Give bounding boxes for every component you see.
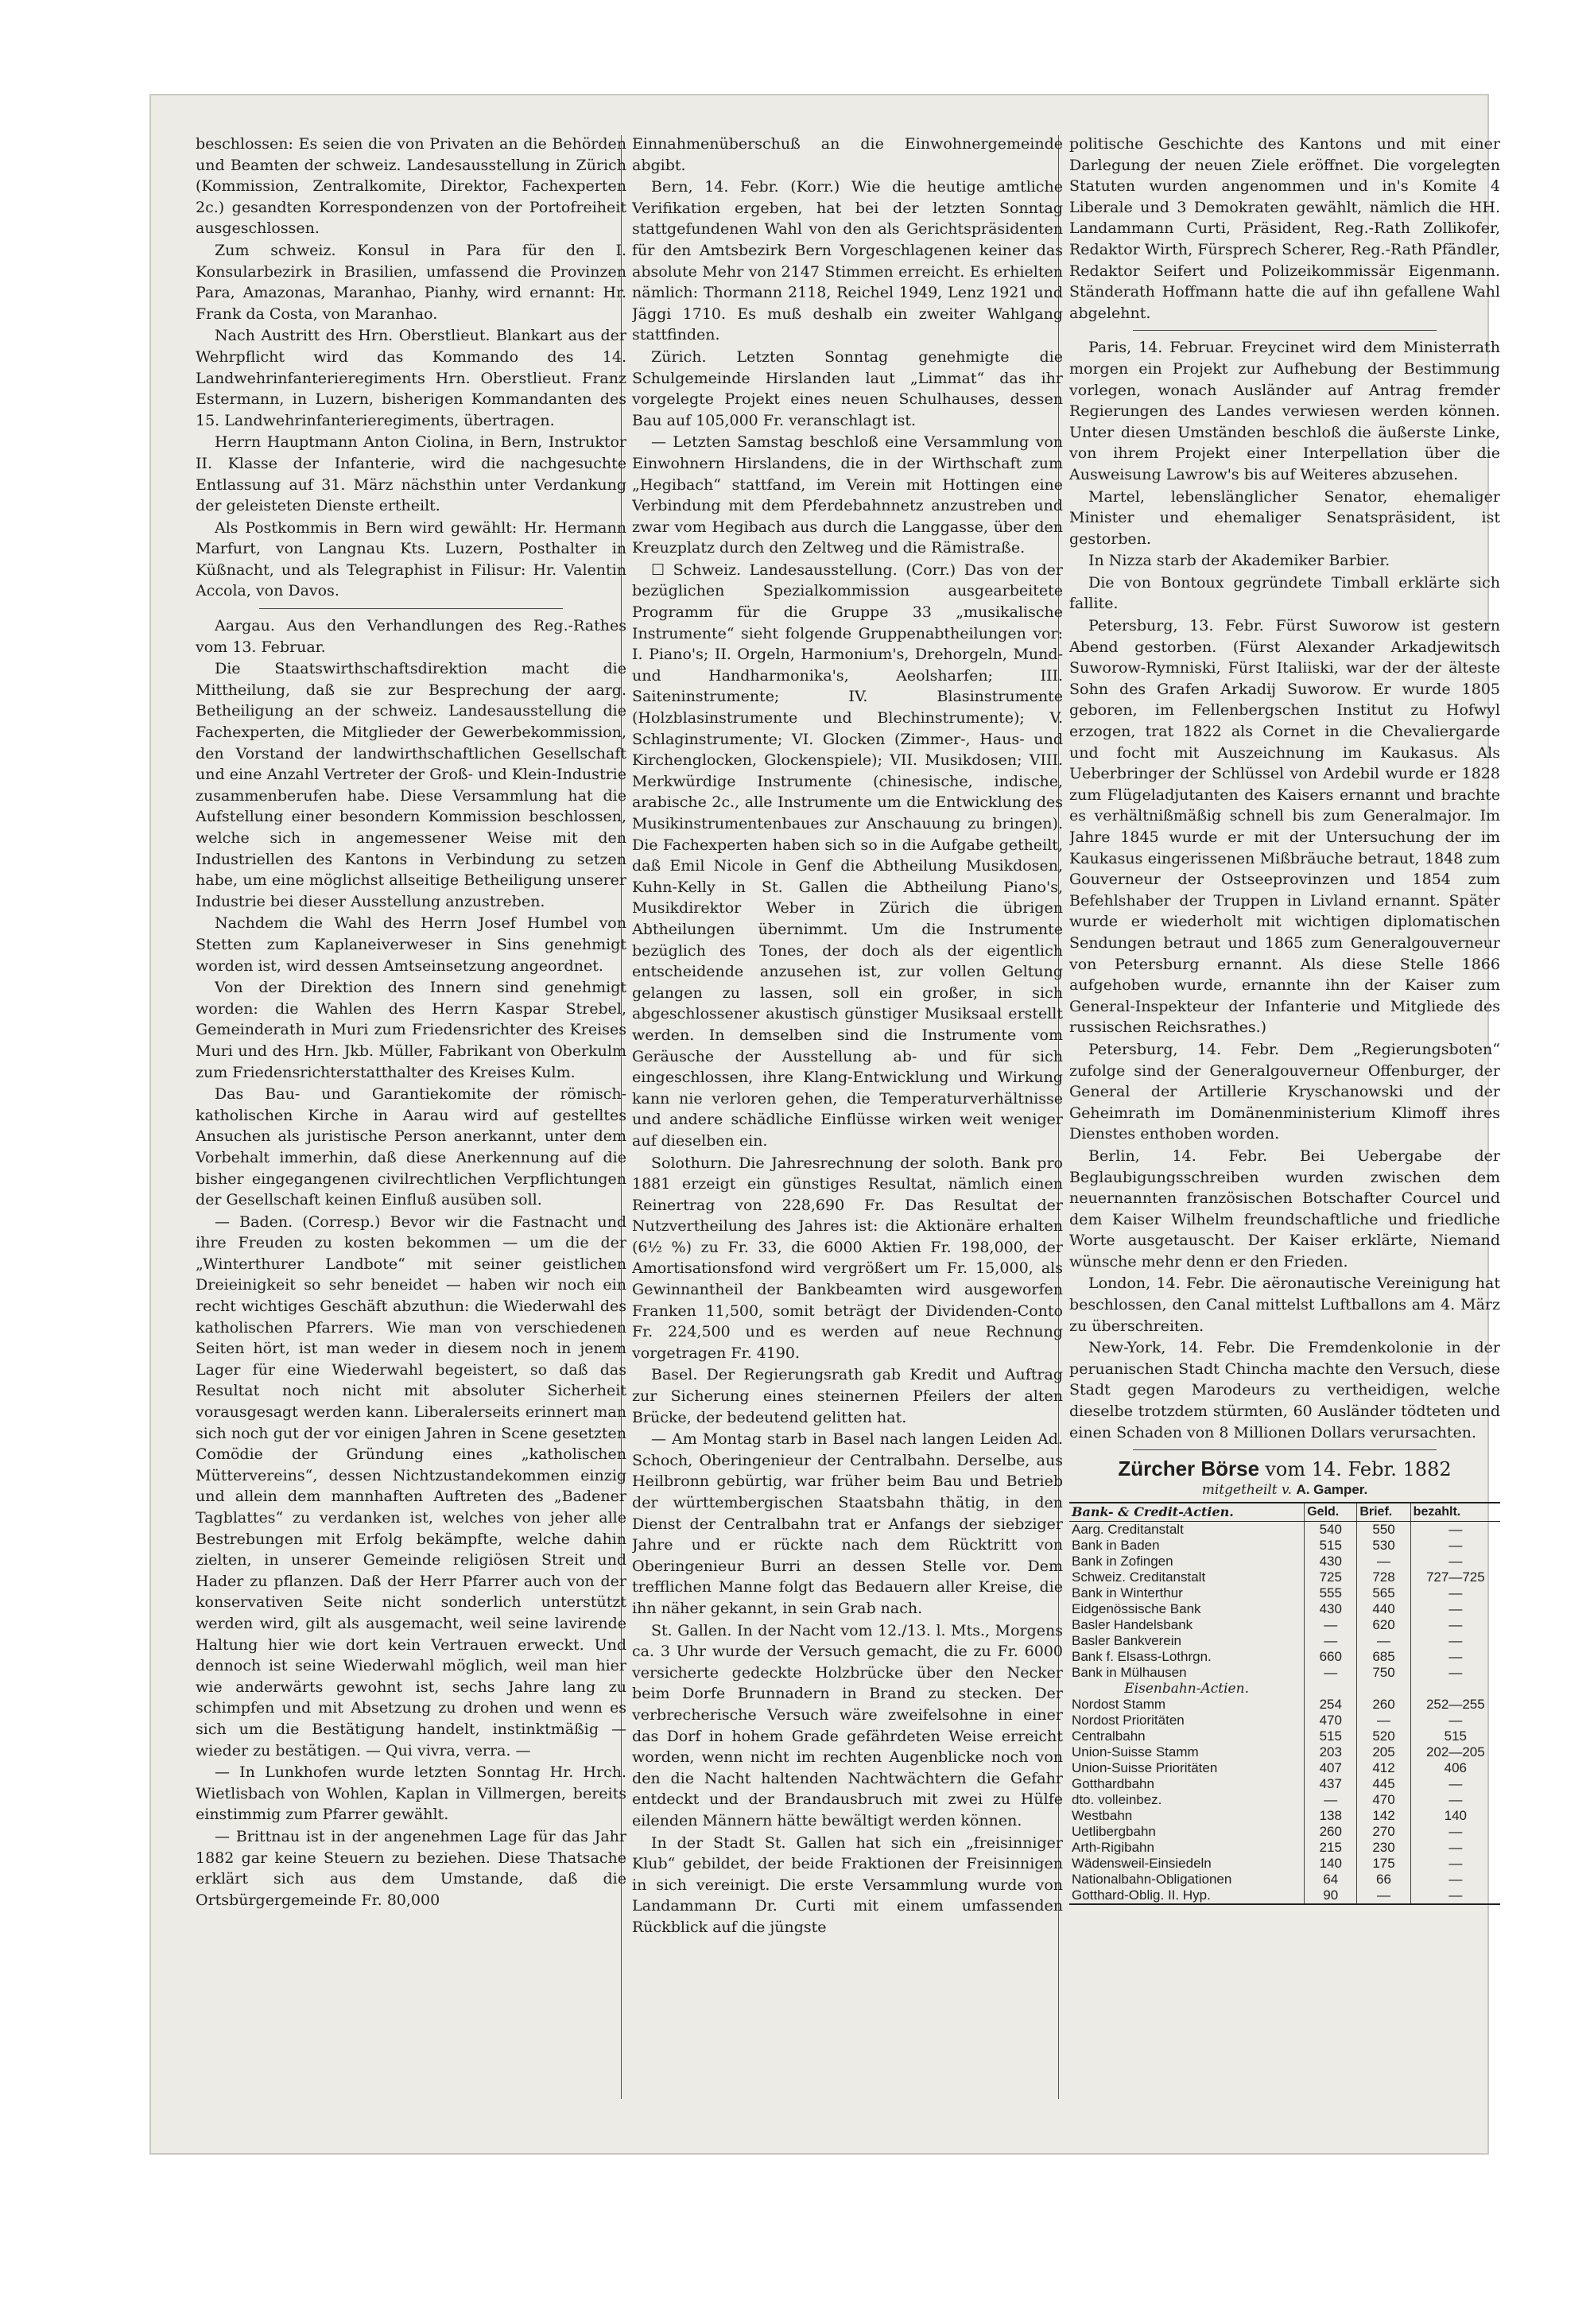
header-geld: Geld. <box>1305 1503 1357 1522</box>
cell-name: Union-Suisse Prioritäten <box>1072 1760 1218 1776</box>
cell-name: Bank in Zofingen <box>1072 1554 1173 1569</box>
table-row <box>1069 1728 1500 1744</box>
cell-name: Bank in Winterthur <box>1072 1585 1183 1601</box>
paragraph: — Am Montag starb in Basel nach langen Leiden Ad. Schoch, Oberingenieur der Centralbahn. Derselbe, aus Heilbronn gebürtig, war früher beim Bau und Betrieb der württembergischen Staatsbahn thätig, in den Dienst der Centralbahn trat er Anfangs der siebziger Jahre und er rückte nach dem Rücktritt von Oberingenieur Burri an dessen Stelle vor. Dem trefflichen Manne folgt das Bedauern aller Kreise, die ihn näher gekannt, in sein Grab nach. <box>632 1430 1063 1617</box>
cell-name: Basler Bankverein <box>1072 1633 1181 1649</box>
table-row <box>1069 1792 1500 1808</box>
cell-brief: 445 <box>1357 1776 1410 1792</box>
paragraph: St. Gallen. In der Nacht vom 12./13. l. Mts., Morgens ca. 3 Uhr wurde der Versuch gemacht, die zu Fr. 6000 versicherte gedeckte Holzbrücke über den Necker beim Dorfe Brunnadern in Brand zu stecken. Der verbrecherische Versuch wäre zweifelsohne in einer das Dorf in hohem Grade gefährdeten Weise erreicht worden, wenn nicht im rechten Augenblicke noch von den die Nacht haltenden Nachtwächtern die Gefahr entdeckt und der Brandausbruch mit zwei zu Hülfe eilenden Männern hätte bewältigt werden können. <box>632 1621 1063 1829</box>
cell-bezahlt: — <box>1410 1776 1500 1792</box>
cell-bezahlt: — <box>1410 1856 1500 1872</box>
cell-bezahlt: — <box>1410 1824 1500 1840</box>
cell-geld: — <box>1305 1617 1357 1633</box>
paragraph: Petersburg, 14. Febr. Dem „Regierungsboten“ zufolge sind der Generalgouverneur Offenburger, der General der Artillerie Kryschanowski und der Geheimrath im Domänenministerium Klimoff ihres Dienstes enthoben worden. <box>1069 1040 1500 1143</box>
paragraph: Nach Austritt des Hrn. Oberstlieut. Blankart aus der Wehrpflicht wird das Kommando des 14. Landwehrinfanterieregiments Hrn. Oberstlieut. Franz Estermann, in Luzern, bisherigen Kommandanten des 15. Landwehrinfanterieregiments, übertragen. <box>196 327 626 429</box>
cell-bezahlt: 406 <box>1410 1760 1500 1776</box>
cell-bezahlt: — <box>1410 1617 1500 1633</box>
cell-bezahlt: — <box>1410 1649 1500 1665</box>
cell-brief: 175 <box>1357 1856 1410 1872</box>
cell-brief: 530 <box>1357 1538 1410 1554</box>
cell-name: Nordost Stamm <box>1072 1697 1166 1713</box>
cell-geld: 430 <box>1305 1601 1357 1617</box>
paragraph: Die Staatswirthschaftsdirektion macht die Mittheilung, daß sie zur Besprechung der aarg. Betheiligung an der schweiz. Landesausstellung die Fachexperten, die Mitglieder der Gewerbekommission, den Vorstand der landwirthschaftlichen Gesellschaft und eine Anzahl Vertreter der Groß- und Klein-Industrie zusammenberufen habe. Diese Versammlung hat die Aufstellung einer besondern Kommission beschlossen, welche sich in angemessener Weise mit den Industriellen des Kantons in Verbindung zu setzen habe, um eine möglichst allseitige Betheiligung unserer Industrie bei dieser Ausstellung anzustreben. <box>196 660 626 910</box>
cell-brief: — <box>1357 1888 1410 1904</box>
paragraph: Paris, 14. Februar. Freycinet wird dem Ministerrath morgen ein Projekt zur Aufhebung der Bestimmung vorlegen, wonach Ausländer auf Antrag fremder Regierungen des Landes verwiesen werden können. Unter diesen Umständen beschloß die äußerste Linke, von ihrem Projekt einer Interpellation über die Ausweisung Lawrow's bis auf Weiteres abzusehen. <box>1069 339 1500 483</box>
column-middle <box>632 134 1063 2113</box>
cell-name: Bank f. Elsass-Lothrgn. <box>1072 1649 1212 1665</box>
cell-brief: — <box>1357 1633 1410 1649</box>
cell-brief: 142 <box>1357 1808 1410 1824</box>
cell-geld: — <box>1305 1792 1357 1808</box>
cell-geld: 437 <box>1305 1776 1357 1792</box>
cell-bezahlt: — <box>1410 1585 1500 1601</box>
paragraph: Das Bau- und Garantiekomite der römisch-katholischen Kirche in Aarau wird auf gestelltes Ansuchen als juristische Person anerkannt, unter dem Vorbehalt immerhin, daß diese Anerkennung auf die bisher eingegangenen civilrechtlichen Verpflichtungen der Gesellschaft keinen Einfluß ausüben soll. <box>196 1085 626 1209</box>
rail-header: Eisenbahn-Actien. <box>1124 1681 1249 1697</box>
cell-brief: 750 <box>1357 1665 1410 1681</box>
cell-bezahlt: — <box>1410 1522 1500 1538</box>
table-row <box>1069 1808 1500 1824</box>
cell-brief: — <box>1357 1554 1410 1569</box>
paragraph: Solothurn. Die Jahresrechnung der soloth. Bank pro 1881 erzeigt ein günstiges Resultat, nämlich einen Reinertrag von 228,690 Fr. Das Resultat der Nutzvertheilung des Jahres ist: die Aktionäre erhalten (6½ %) zu Fr. 33, die 6000 Aktien Fr. 198,000, der Amortisationsfond wird vergrößert um Fr. 15,000, als Gewinnantheil der Bankbeamten wird ausgeworfen Franken 11,500, somit beträgt der Dividenden-Conto Fr. 224,500 und es werden auf neue Rechnung vorgetragen Fr. 4190. <box>632 1154 1063 1362</box>
cell-geld: — <box>1305 1665 1357 1681</box>
cell-brief: 565 <box>1357 1585 1410 1601</box>
paragraph: — Letzten Samstag beschloß eine Versammlung von Einwohnern Hirslandens, die in der Wirthschaft zum „Hegibach“ stattfand, im Verein mit Hottingen eine Verbindung mit dem Pferdebahnnetz anzustreben und zwar vom Hegibach aus durch die Langgasse, über den Kreuzplatz durch den Zeltweg und die Rämistraße. <box>632 433 1063 557</box>
cell-bezahlt: 202—205 <box>1410 1744 1500 1760</box>
table-row <box>1069 1617 1500 1633</box>
cell-name: dto. volleinbez. <box>1072 1792 1162 1808</box>
header-brief: Brief. <box>1357 1503 1410 1522</box>
paragraph: beschlossen: Es seien die von Privaten an die Behörden und Beamten der schweiz. Landesausstellung in Zürich (Kommission, Zentralkomite, Direktor, Fachexperten 2c.) gesandten Korrespondenzen von der Portofreiheit ausgeschlossen. <box>196 135 626 238</box>
cell-brief: 620 <box>1357 1617 1410 1633</box>
cell-geld: — <box>1305 1633 1357 1649</box>
cell-bezahlt: — <box>1410 1538 1500 1554</box>
table-row <box>1069 1665 1500 1681</box>
paragraph: Nachdem die Wahl des Herrn Josef Humbel von Stetten zum Kaplaneiverweser in Sins genehmigt worden ist, wird dessen Amtseinsetzung angeordnet. <box>196 914 626 975</box>
cell-bezahlt: — <box>1410 1665 1500 1681</box>
table-row <box>1069 1872 1500 1888</box>
header-bezahlt: bezahlt. <box>1410 1503 1500 1522</box>
cell-geld: 260 <box>1305 1824 1357 1840</box>
cell-bezahlt: — <box>1410 1872 1500 1888</box>
table-row <box>1069 1601 1500 1617</box>
cell-name: Bank in Baden <box>1072 1538 1160 1554</box>
column-right <box>1069 134 1500 2137</box>
cell-geld: 555 <box>1305 1585 1357 1601</box>
cell-geld: 203 <box>1305 1744 1357 1760</box>
table-row <box>1069 1744 1500 1760</box>
paragraph: — In Lunkhofen wurde letzten Sonntag Hr. Hrch. Wietlisbach von Wohlen, Kaplan in Villmergen, bereits einstimmig zum Pfarrer gewählt. <box>196 1763 626 1824</box>
cell-bezahlt: — <box>1410 1888 1500 1904</box>
cell-bezahlt: — <box>1410 1713 1500 1728</box>
table-row <box>1069 1649 1500 1665</box>
cell-brief: 205 <box>1357 1744 1410 1760</box>
cell-name: Wädensweil-Einsiedeln <box>1072 1856 1212 1872</box>
table-row <box>1069 1585 1500 1601</box>
table-row <box>1069 1569 1500 1585</box>
table-row <box>1069 1888 1500 1904</box>
paragraph: Petersburg, 13. Febr. Fürst Suworow ist gestern Abend gestorben. (Fürst Alexander Arkadjewitsch Suworow-Rymniski, Fürst Italiiski, war der der älteste Sohn des Grafen Arkadij Suworow. Er wurde 1805 geboren, im Fellenbergschen Institut zu Hofwyl erzogen, trat 1822 als Cornet in die Chevaliergarde und focht mit Auszeichnung im Kaukasus. Als Ueberbringer der Schlüssel von Ardebil wurde er 1828 zum Flügeladjutanten des Kaisers ernannt und brachte es verhältnißmäßig schnell bis zum Generalmajor. Im Jahre 1845 wurde er mit der Untersuchung der im Kaukasus eingerissenen Mißbräuche betraut, 1848 zum Gouverneur der Ostseeprovinzen und 1854 zum Befehlshaber der Truppen in Livland ernannt. Später wurde er wiederholt mit wichtigen diplomatischen Sendungen betraut und 1865 zum Generalgouverneur von Petersburg ernannt. Als diese Stelle 1866 aufgehoben wurde, ernannte ihn der Kaiser zum General-Inspekteur der Infanterie und Mitgliede des russischen Reichsrathes.) <box>1069 617 1500 1037</box>
cell-geld: 215 <box>1305 1840 1357 1856</box>
cell-brief: 470 <box>1357 1792 1410 1808</box>
boerse-title-text: Zürcher Börse <box>1118 1457 1260 1481</box>
cell-geld: 90 <box>1305 1888 1357 1904</box>
cell-name: Bank in Mülhausen <box>1072 1665 1187 1681</box>
cell-name: Nationalbahn-Obligationen <box>1072 1872 1232 1888</box>
cell-brief: 440 <box>1357 1601 1410 1617</box>
table-row <box>1069 1713 1500 1728</box>
cell-bezahlt: — <box>1410 1554 1500 1569</box>
cell-brief: 550 <box>1357 1522 1410 1538</box>
cell-name: Uetlibergbahn <box>1072 1824 1156 1840</box>
cell-name: Nordost Prioritäten <box>1072 1713 1185 1728</box>
cell-name: Union-Suisse Stamm <box>1072 1744 1199 1760</box>
cell-bezahlt: 727—725 <box>1410 1569 1500 1585</box>
bank-rows <box>1069 1522 1500 1682</box>
table-header-row <box>1069 1503 1500 1522</box>
paragraph: Herrn Hauptmann Anton Ciolina, in Bern, Instruktor II. Klasse der Infanterie, wird die nachgesuchte Entlassung auf 31. März nächsthin unter Verdankung der geleisteten Dienste ertheilt. <box>196 433 626 515</box>
cell-geld: 470 <box>1305 1713 1357 1728</box>
section-divider <box>1133 330 1437 331</box>
paragraph: Die von Bontoux gegründete Timball erklärte sich fallite. <box>1069 573 1500 613</box>
cell-geld: 725 <box>1305 1569 1357 1585</box>
cell-name: Aarg. Creditanstalt <box>1072 1522 1184 1538</box>
table-row <box>1069 1554 1500 1569</box>
cell-geld: 407 <box>1305 1760 1357 1776</box>
table-row <box>1069 1840 1500 1856</box>
section-divider <box>1133 1449 1437 1450</box>
cell-brief: 685 <box>1357 1649 1410 1665</box>
cell-brief: 728 <box>1357 1569 1410 1585</box>
table-row <box>1069 1760 1500 1776</box>
cell-brief: 412 <box>1357 1760 1410 1776</box>
paragraph: Einnahmenüberschuß an die Einwohnergemeinde abgibt. <box>632 135 1063 174</box>
paragraph: politische Geschichte des Kantons und mit einer Darlegung der neuen Ziele eröffnet. Die vorgelegten Statuten wurden angenommen und in's Komite 4 Liberale und 3 Demokraten gewählt, nämlich die HH. Landammann Curti, Präsident, Reg.-Rath Zollikofer, Redaktor Wirth, Fürsprech Scherer, Reg.-Rath Pfändler, Redaktor Seifert und Polizeikommissär Eigenmann. Ständerath Hoffmann hatte die auf ihn gefallene Wahl abgelehnt. <box>1069 135 1500 322</box>
paragraph: — Brittnau ist in der angenehmen Lage für das Jahr 1882 gar keine Steuern zu beziehen. Diese Thatsache erklärt sich aus dem Umstande, daß die Ortsbürgergemeinde Fr. 80,000 <box>196 1827 626 1909</box>
paragraph: Von der Direktion des Innern sind genehmigt worden: die Wahlen des Herrn Kaspar Strebel, Gemeinderath in Muri zum Friedensrichter des Kreises Muri und des Hrn. Jkb. Müller, Fabrikant von Oberkulm zum Friedensrichterstatthalter des Kreises Kulm. <box>196 979 626 1081</box>
paragraph: Als Postkommis in Bern wird gewählt: Hr. Hermann Marfurt, von Langnau Kts. Luzern, Posthalter in Küßnacht, und als Telegraphist in Filisur: Hr. Valentin Accola, von Davos. <box>196 518 626 600</box>
cell-brief: 230 <box>1357 1840 1410 1856</box>
table-row <box>1069 1776 1500 1792</box>
cell-brief: 66 <box>1357 1872 1410 1888</box>
boerse-subtitle <box>1069 1481 1500 1499</box>
cell-geld: 430 <box>1305 1554 1357 1569</box>
cell-bezahlt: — <box>1410 1633 1500 1649</box>
paragraph: In Nizza starb der Akademiker Barbier. <box>1088 552 1390 570</box>
column-left <box>196 134 626 2153</box>
cell-name: Centralbahn <box>1072 1728 1146 1744</box>
cell-name: Schweiz. Creditanstalt <box>1072 1569 1206 1585</box>
table-row <box>1069 1824 1500 1840</box>
boerse-title <box>1069 1457 1500 1481</box>
cell-geld: 138 <box>1305 1808 1357 1824</box>
paragraph: In der Stadt St. Gallen hat sich ein „freisinniger Klub“ gebildet, der beide Fraktionen der Freisinnigen in sich vereinigt. Die erste Versammlung wurde von Landammann Dr. Curti mit einem umfassenden Rückblick auf die jüngste <box>632 1833 1063 1936</box>
cell-bezahlt: 140 <box>1410 1808 1500 1824</box>
table-row <box>1069 1633 1500 1649</box>
table-row <box>1069 1522 1500 1538</box>
paragraph: Bern, 14. Febr. (Korr.) Wie die heutige amtliche Verifikation ergeben, hat bei der letzten Sonntag stattgefundenen Wahl von den als Gerichtspräsidenten für den Amtsbezirk Bern Vorgeschlagenen keiner das absolute Mehr von 2147 Stimmen erreicht. Es erhielten nämlich: Thormann 2118, Reichel 1949, Lenz 1921 und Jäggi 1710. Es muß deshalb ein zweiter Wahlgang stattfinden. <box>632 178 1063 344</box>
cell-geld: 140 <box>1305 1856 1357 1872</box>
cell-geld: 254 <box>1305 1697 1357 1713</box>
section-heading-aargau: Aargau. Aus den Verhandlungen des Reg.-Rathes vom 13. Februar. <box>196 617 626 656</box>
paragraph: Zürich. Letzten Sonntag genehmigte die Schulgemeinde Hirslanden laut „Limmat“ das ihr vorgelegte Projekt eines neuen Schulhauses, dessen Bau auf 105,000 Fr. veranschlagt ist. <box>632 347 1063 429</box>
cell-brief: 270 <box>1357 1824 1410 1840</box>
paragraph: Zum schweiz. Konsul in Para für den I. Konsularbezirk in Brasilien, umfassend die Provinzen Para, Amazonas, Maranhao, Pianhy, wird ernannt: Hr. Frank da Costa, von Maranhao. <box>196 241 626 323</box>
boerse-subtitle-name: A. Gamper. <box>1296 1482 1368 1498</box>
cell-brief: 260 <box>1357 1697 1410 1713</box>
cell-name: Eidgenössische Bank <box>1072 1601 1201 1617</box>
paragraph: London, 14. Febr. Die aëronautische Vereinigung hat beschlossen, den Canal mittelst Luftballons am 4. März zu überschreiten. <box>1069 1275 1500 1335</box>
cell-name: Gotthardbahn <box>1072 1776 1154 1792</box>
cell-geld: 64 <box>1305 1872 1357 1888</box>
table-row <box>1069 1856 1500 1872</box>
cell-name: Basler Handelsbank <box>1072 1617 1193 1633</box>
paragraph: — Baden. (Corresp.) Bevor wir die Fastnacht und ihre Freuden zu kosten bekommen — um die der „Winterthurer Landbote“ mit seiner geistlichen Dreieinigkeit so sehr beneidet — haben wir noch ein recht wichtiges Geschäft abzuthun: die Wiederwahl des katholischen Pfarrers. Wie man von verschiedenen Seiten hört, ist man weder in diesem noch in jenem Lager für eine Wiederwahl begeistert, so daß das Resultat noch nicht mit absoluter Sicherheit vorausgesagt werden kann. Liberalerseits erinnert man sich noch gut der vor einigen Jahren in Scene gesetzten Comödie der Gründung eines „katholischen Müttervereins“, dessen Nichtzustandekommen einzig und allein dem mannhaften Auftreten des „Badener Tagblattes“ zu verdanken ist, welches von jeher alle Bestrebungen mit Erfolg bekämpfte, welche dahin zielten, in unserer Gemeinde religiösen Streit und Hader zu pflanzen. Daß der Herr Pfarrer auch von der konservativen Seite nicht sonderlich unterstützt werden wird, gilt als ausgemacht, weil seine lavirende Haltung hier wie dort kein Vertrauen erweckt. Und dennoch ist seine Wiederwahl möglich, weil man hier wie anderwärts gewohnt ist, sechs Jahre lang zu schimpfen und mit Absetzung zu drohen und wenn es sich um die Bestätigung handelt, instinktmäßig — wieder zu bestätigen. — Qui vivra, verra. — <box>196 1212 626 1759</box>
boerse-date: vom 14. Febr. 1882 <box>1265 1458 1452 1481</box>
cell-name: Gotthard-Oblig. II. Hyp. <box>1069 1888 1305 1904</box>
section-divider <box>259 608 563 609</box>
cell-geld: 660 <box>1305 1649 1357 1665</box>
header-name: Bank- & Credit-Actien. <box>1069 1503 1305 1522</box>
paragraph: New-York, 14. Febr. Die Fremdenkolonie in der peruanischen Stadt Chincha machte den Versuch, diese Stadt gegen Marodeurs zu vertheidigen, welche dieselbe trotzdem stürmten, 60 Ausländer tödteten und einen Schaden von 8 Millionen Dollars verursachten. <box>1069 1339 1500 1441</box>
table-row <box>1069 1538 1500 1554</box>
stock-exchange-table-block <box>1069 1457 1500 1905</box>
cell-name: Westbahn <box>1072 1808 1133 1824</box>
cell-bezahlt: — <box>1410 1601 1500 1617</box>
cell-name: Arth-Rigibahn <box>1072 1840 1154 1856</box>
cell-geld: 515 <box>1305 1728 1357 1744</box>
cell-brief: — <box>1357 1713 1410 1728</box>
paragraph: Basel. Der Regierungsrath gab Kredit und Auftrag zur Sicherung eines steinernen Pfeilers der alten Brücke, der bedeutend gelitten hat. <box>632 1366 1063 1426</box>
cell-bezahlt: — <box>1410 1840 1500 1856</box>
cell-geld: 515 <box>1305 1538 1357 1554</box>
cell-bezahlt: 515 <box>1410 1728 1500 1744</box>
cell-brief: 520 <box>1357 1728 1410 1744</box>
rail-rows <box>1069 1697 1500 1904</box>
table-row <box>1069 1681 1500 1697</box>
cell-bezahlt: — <box>1410 1792 1500 1808</box>
cell-bezahlt: 252—255 <box>1410 1697 1500 1713</box>
boerse-subtitle-prefix: mitgetheilt v. <box>1201 1482 1293 1499</box>
cell-geld: 540 <box>1305 1522 1357 1538</box>
paragraph: Berlin, 14. Febr. Bei Uebergabe der Beglaubigungsschreiben wurden zwischen dem neuernannten französischen Botschafter Courcel und dem Kaiser Wilhelm freundschaftliche und friedliche Worte ausgetauscht. Der Kaiser erklärte, Niemand wünsche mehr denn er den Frieden. <box>1069 1146 1500 1271</box>
stock-table <box>1069 1502 1500 1905</box>
table-row <box>1069 1697 1500 1713</box>
paragraph: ☐ Schweiz. Landesausstellung. (Corr.) Das von der bezüglichen Spezialkommission ausgearbeitete Programm für die Gruppe 33 „musikalische Instrumente“ sieht folgende Gruppenabtheilungen vor: I. Piano's; II. Orgeln, Harmonium's, Drehorgeln, Mund- und Handharmonika's, Aeolsharfen; III. Saiteninstrumente; IV. Blasinstrumente (Holzblasinstrumente und Blechinstrumente); V. Schlaginstrumente; VI. Glocken (Zimmer-, Haus- und Kirchenglocken, Glockenspiele); VII. Musikdosen; VIII. Merkwürdige Instrumente (chinesische, indische, arabische 2c., alle Instrumente um die Entwicklung des Musikinstrumentenbaues zur Anschauung zu bringen). Die Fachexperten haben sich so in die Aufgabe getheilt, daß Emil Nicole in Genf die Abtheilung Musikdosen, Kuhn-Kelly in St. Gallen die Abtheilung Piano's, Musikdirektor Weber in Zürich die übrigen Abtheilungen übernimmt. Um die Instrumente bezüglich des Tones, der doch als der eigentlich entscheidende anzusehen ist, zur vollen Geltung gelangen zu lassen, soll ein großer, in sich abgeschlossener akustisch günstiger Musiksaal erstellt werden. In demselben sind die Instrumente vom Geräusche der Ausstellung ab- und für sich eingeschlossen, ihre Klang-Entwicklung und Wirkung kann nie verloren gehen, die Temperaturverhältnisse und andere schädliche Einflüsse wirken weit weniger auf dieselben ein. <box>632 561 1063 1150</box>
paragraph: Martel, lebenslänglicher Senator, ehemaliger Minister und ehemaliger Senatspräsident, ist gestorben. <box>1069 487 1500 548</box>
rail-group-header <box>1069 1681 1500 1697</box>
